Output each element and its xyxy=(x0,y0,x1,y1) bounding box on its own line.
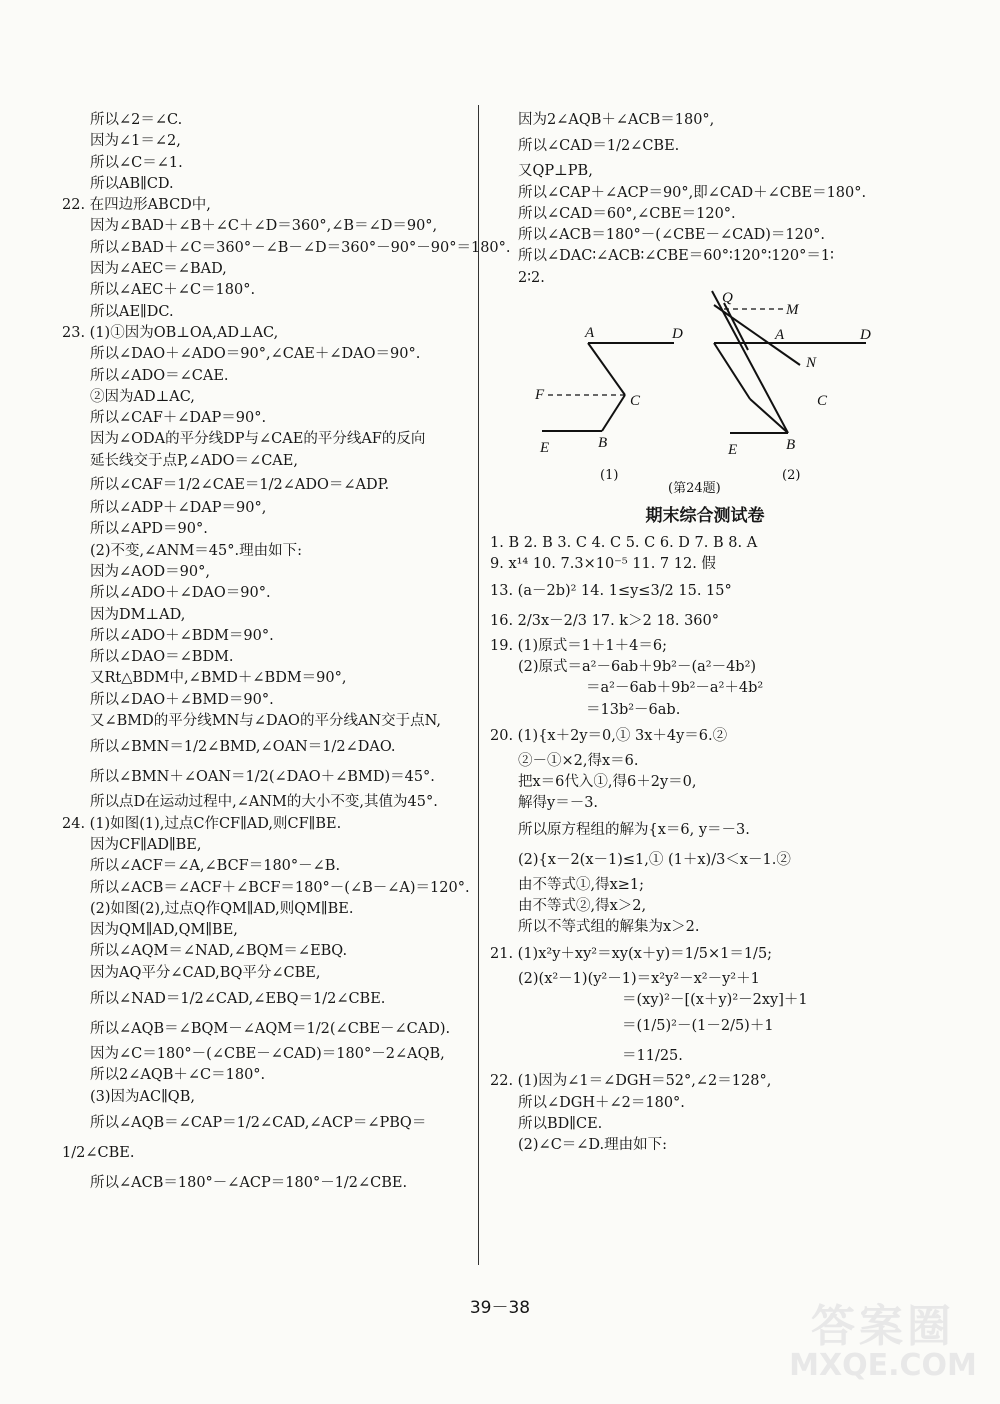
label-c1: C xyxy=(630,393,641,410)
text-line: (3)因为AC∥QB, xyxy=(90,1088,195,1105)
watermark-url: MXQE.COM xyxy=(789,1348,977,1383)
watermark-logo xyxy=(788,1290,978,1390)
text-line: 因为∠1＝∠2, xyxy=(90,133,181,150)
answer-line: 19. (1)原式＝1＋1＋4＝6; xyxy=(490,637,667,654)
text-line: 所以∠BAD＋∠C＝360°－∠B－∠D＝360°－90°－90°＝180°. xyxy=(90,239,511,256)
text-line: 所以∠CAP＋∠ACP＝90°,即∠CAD＋∠CBE＝180°. xyxy=(518,184,867,201)
figure-24 xyxy=(490,289,920,499)
text-line: 所以∠ADO＝∠CAE. xyxy=(90,367,229,384)
page-number: 39－38 xyxy=(469,1298,531,1318)
text-line: 所以AE∥DC. xyxy=(90,303,174,320)
text-line: 所以∠CAF＋∠DAP＝90°. xyxy=(90,410,267,427)
answer-line: ＝11/25. xyxy=(622,1048,683,1065)
answer-line: 22. (1)因为∠1＝∠DGH＝52°,∠2＝128°, xyxy=(490,1073,772,1090)
label-a2: A xyxy=(775,327,785,344)
line-ac-1 xyxy=(588,343,625,395)
text-line: 因为QM∥AD,QM∥BE, xyxy=(90,922,238,939)
figure-caption-1: (1) xyxy=(600,468,619,484)
problem-24-start: 24. (1)如图(1),过点C作CF∥AD,则CF∥BE. xyxy=(62,815,342,832)
answer-line: 由不等式①,得x≥1; xyxy=(518,876,645,893)
answer-line: 20. (1){x＋2y＝0,① 3x＋4y＝6.② xyxy=(490,727,728,744)
answer-line: 所以BD∥CE. xyxy=(518,1115,603,1132)
text-line: 所以∠ADP＋∠DAP＝90°, xyxy=(90,500,267,517)
text-line: 所以∠ADO＋∠BDM＝90°. xyxy=(90,627,274,644)
text-line: 所以∠DAO＋∠BMD＝90°. xyxy=(90,691,274,708)
text-line: 所以∠AQB＝∠BQM－∠AQM＝1/2(∠CBE－∠CAD). xyxy=(90,1020,451,1037)
text-line: 所以∠AQM＝∠NAD,∠BQM＝∠EBQ. xyxy=(90,943,348,960)
text-line: 因为∠AEC＝∠BAD, xyxy=(90,261,227,278)
problem-23-start: 23. (1)①因为OB⊥OA,AD⊥AC, xyxy=(62,324,279,341)
line-cb-2 xyxy=(750,399,788,433)
text-line: 又∠BMD的平分线MN与∠DAO的平分线AN交于点N, xyxy=(90,713,441,730)
text-line: 又Rt△BDM中,∠BMD＋∠BDM＝90°, xyxy=(90,670,347,687)
label-q2: Q xyxy=(722,290,733,307)
answer-line: (2)原式＝a²－6ab＋9b²－(a²－4b²) xyxy=(518,658,757,675)
label-b2: B xyxy=(786,437,796,454)
answer-line: (2){x－2(x－1)≤1,① (1＋x)/3＜x－1.② xyxy=(518,851,791,868)
text-line: 所以∠DAO＝∠BDM. xyxy=(90,649,234,666)
text-line: 所以∠CAD＝1/2∠CBE. xyxy=(518,138,680,155)
text-line: 因为DM⊥AD, xyxy=(90,606,186,623)
answer-line: ＝(xy)²－[(x＋y)²－2xy]＋1 xyxy=(622,991,808,1008)
column-divider xyxy=(478,105,479,1265)
text-line: 所以∠ADO＋∠DAO＝90°. xyxy=(90,585,271,602)
label-c2: C xyxy=(817,393,828,410)
text-line: 所以∠CAF＝1/2∠CAE＝1/2∠ADO＝∠ADP. xyxy=(90,477,390,494)
text-line: 所以∠BMN＋∠OAN＝1/2(∠DAO＋∠BMD)＝45°. xyxy=(90,769,435,786)
answer-line: 所以原方程组的解为{x＝6, y＝－3. xyxy=(518,821,750,838)
text-line: 所以AB∥CD. xyxy=(90,175,174,192)
label-b1: B xyxy=(598,435,608,452)
text-line: 所以∠APD＝90°. xyxy=(90,521,208,538)
answer-line: ＝13b²－6ab. xyxy=(586,701,681,718)
text-line: 所以点D在运动过程中,∠ANM的大小不变,其值为45°. xyxy=(90,794,438,811)
text-line: 所以∠ACB＝∠ACF＋∠BCF＝180°－(∠B－∠A)＝120°. xyxy=(90,879,470,896)
problem-22-start: 22. 在四边形ABCD中, xyxy=(62,197,211,214)
answer-line: 所以∠DGH＋∠2＝180°. xyxy=(518,1094,685,1111)
label-a1: A xyxy=(585,325,595,342)
line-cb-1 xyxy=(602,395,625,431)
answer-line: 解得y＝－3. xyxy=(518,795,599,812)
text-line: 所以∠CAD＝60°,∠CBE＝120°. xyxy=(518,205,736,222)
answer-line: (2)∠C＝∠D.理由如下: xyxy=(518,1137,668,1154)
section-title: 期末综合测试卷 xyxy=(645,506,765,527)
text-line: 因为∠ODA的平分线DP与∠CAE的平分线AF的反向 xyxy=(90,431,426,448)
text-line: (2)不变,∠ANM＝45°.理由如下: xyxy=(90,542,302,559)
text-line: 所以∠DAC∶∠ACB∶∠CBE＝60°∶120°∶120°＝1∶ xyxy=(518,248,834,265)
answer-line: 所以不等式组的解集为x＞2. xyxy=(518,919,700,936)
left-column xyxy=(62,110,511,1198)
label-e1: E xyxy=(540,440,550,457)
text-line: 所以∠AEC＋∠C＝180°. xyxy=(90,282,256,299)
answer-line: 1. B 2. B 3. C 4. C 5. C 6. D 7. B 8. A xyxy=(490,535,758,552)
label-d1: D xyxy=(672,326,683,343)
figure-caption-2: (2) xyxy=(782,468,801,484)
text-line: 所以∠DAO＋∠ADO＝90°,∠CAE＋∠DAO＝90°. xyxy=(90,346,421,363)
answer-line: ②－①×2,得x＝6. xyxy=(518,752,639,769)
text-line: 所以∠C＝∠1. xyxy=(90,154,183,171)
answer-line: ＝(1/5)²－(1－2/5)＋1 xyxy=(622,1018,774,1035)
text-line: 因为2∠AQB＋∠ACB＝180°, xyxy=(518,112,715,128)
figure-24-diagram xyxy=(490,289,920,499)
answer-line: 13. (a－2b)² 14. 1≤y≤3/2 15. 15° xyxy=(490,582,732,599)
label-d2: D xyxy=(860,327,871,344)
answer-line: ＝a²－6ab＋9b²－a²＋4b² xyxy=(586,680,764,697)
text-line: 所以∠AQB＝∠CAP＝1/2∠CAD,∠ACP＝∠PBQ＝ xyxy=(90,1114,427,1131)
watermark-text: 答案圈 xyxy=(811,1301,955,1352)
text-line: (2)如图(2),过点Q作QM∥AD,则QM∥BE. xyxy=(90,900,354,917)
text-line: 2∶2. xyxy=(518,269,545,286)
label-f1: F xyxy=(535,387,545,404)
label-e2: E xyxy=(728,442,738,459)
answer-line: 把x＝6代入①,得6＋2y＝0, xyxy=(518,774,697,791)
answer-line: (2)(x²－1)(y²－1)＝x²y²－x²－y²＋1 xyxy=(518,970,760,987)
text-line: 所以∠NAD＝1/2∠CAD,∠EBQ＝1/2∠CBE. xyxy=(90,990,386,1007)
text-line: 因为∠BAD＋∠B＋∠C＋∠D＝360°,∠B＝∠D＝90°, xyxy=(90,218,438,235)
text-line: 1/2∠CBE. xyxy=(62,1144,135,1161)
text-line: 又QP⊥PB, xyxy=(518,163,593,180)
label-n2: N xyxy=(806,355,817,372)
text-line: 所以∠BMN＝1/2∠BMD,∠OAN＝1/2∠DAO. xyxy=(90,739,396,756)
text-line: 因为∠AOD＝90°, xyxy=(90,563,210,580)
text-line: 所以∠2＝∠C. xyxy=(90,112,183,128)
label-m2: M xyxy=(786,302,799,319)
right-column xyxy=(490,110,920,1156)
text-line: 所以2∠AQB＋∠C＝180°. xyxy=(90,1067,266,1084)
answer-line: 9. x¹⁴ 10. 7.3×10⁻⁵ 11. 7 12. 假 xyxy=(490,556,716,573)
text-line: 所以∠ACF＝∠A,∠BCF＝180°－∠B. xyxy=(90,858,341,875)
figure-caption-main: (第24题) xyxy=(668,481,721,497)
text-line: 延长线交于点P,∠ADO＝∠CAE, xyxy=(90,452,298,469)
text-line: 所以∠ACB＝180°－∠ACP＝180°－1/2∠CBE. xyxy=(90,1174,408,1191)
text-line: 因为∠C＝180°－(∠CBE－∠CAD)＝180°－2∠AQB, xyxy=(90,1045,445,1062)
text-line: 所以∠ACB＝180°－(∠CBE－∠CAD)＝120°. xyxy=(518,227,825,244)
text-line: ②因为AD⊥AC, xyxy=(90,388,195,405)
answer-line: 16. 2/3x－2/3 17. k＞2 18. 360° xyxy=(490,612,720,629)
text-line: 因为CF∥AD∥BE, xyxy=(90,836,202,853)
text-line: 因为AQ平分∠CAD,BQ平分∠CBE, xyxy=(90,964,321,981)
answer-line: 21. (1)x²y＋xy²＝xy(x＋y)＝1/5×1＝1/5; xyxy=(490,945,773,962)
answer-line: 由不等式②,得x＞2, xyxy=(518,898,647,915)
